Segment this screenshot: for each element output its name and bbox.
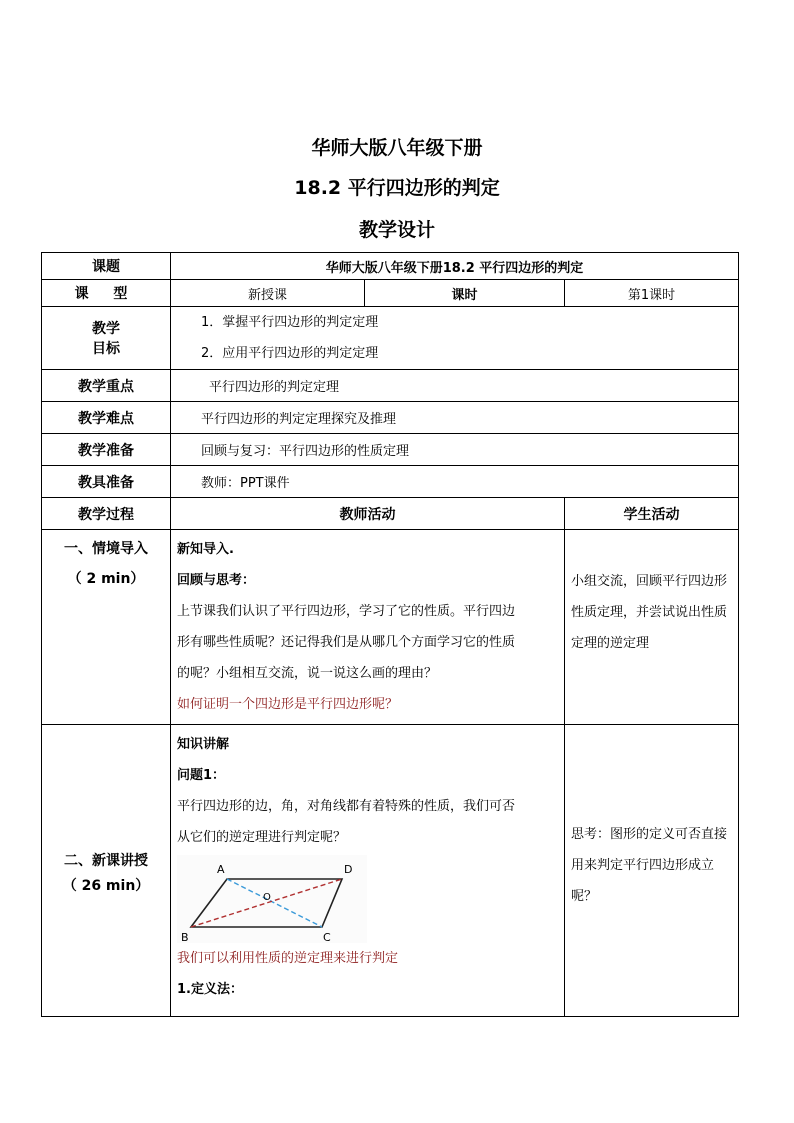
row-key xyxy=(42,370,739,402)
doc-title-line1: 华师大版八年级下册 xyxy=(311,137,483,159)
stage1-intro: 新知导入. xyxy=(177,542,234,557)
tools-value: 教师：PPT课件 xyxy=(171,466,739,498)
goals-label: 教学 目标 xyxy=(42,307,171,370)
stage2-text: 平行四边形的边，角，对角线都有着特殊的性质，我们可否 xyxy=(177,799,516,814)
stage2-note: 我们可以利用性质的逆定理来进行判定 xyxy=(177,951,399,966)
stage1-text: 上节课我们认识了平行四边形，学习了它的性质。平行四边 xyxy=(177,604,516,619)
stage2-text: 从它们的逆定理进行判定呢？ xyxy=(177,830,347,845)
row-prep xyxy=(42,434,739,466)
stage2-label: 二、新课讲授 （ 26 min） xyxy=(42,725,171,1017)
stage2-student: 思考：图形的定义可否直接 用来判定平行四边形成立 呢？ xyxy=(565,725,739,1017)
goal-item: 2．应用平行四边形的判定定理 xyxy=(201,346,379,361)
row-difficulty xyxy=(42,402,739,434)
hours-value: 第1课时 xyxy=(565,280,739,307)
key-label: 教学重点 xyxy=(42,370,171,402)
stage1-text: 形有哪些性质呢？还记得我们是从哪几个方面学习它的性质 xyxy=(177,635,516,650)
stage1-label: 一、情境导入 （ 2 min） xyxy=(42,530,171,725)
vertex-label-a: A xyxy=(217,863,225,876)
goal-item: 1．掌握平行四边形的判定定理 xyxy=(201,315,379,330)
hours-label: 课时 xyxy=(365,280,565,307)
prep-label: 教学准备 xyxy=(42,434,171,466)
stage1-review: 回顾与思考： xyxy=(177,573,256,588)
difficulty-label: 教学难点 xyxy=(42,402,171,434)
row-goals xyxy=(42,307,739,370)
row-stage1 xyxy=(42,530,739,725)
row-process-header xyxy=(42,498,739,530)
stage1-teacher xyxy=(171,530,565,725)
tools-label: 教具准备 xyxy=(42,466,171,498)
row-type xyxy=(42,280,739,307)
stage1-student: 小组交流，回顾平行四边形 性质定理，并尝试说出性质 定理的逆定理 xyxy=(565,530,739,725)
stage2-section: 知识讲解 xyxy=(177,737,230,752)
doc-title-line2: 18.2 平行四边形的判定 xyxy=(294,177,500,199)
stage2-teacher xyxy=(171,725,565,1017)
topic-label: 课题 xyxy=(42,253,171,280)
parallelogram-figure xyxy=(177,855,367,943)
prep-value: 回顾与复习：平行四边形的性质定理 xyxy=(171,434,739,466)
row-stage2 xyxy=(42,725,739,1017)
row-tools xyxy=(42,466,739,498)
teacher-header: 教师活动 xyxy=(171,498,565,530)
center-label-o: O xyxy=(263,892,271,903)
type-label: 课 型 xyxy=(42,280,171,307)
key-value: 平行四边形的判定定理 xyxy=(171,370,739,402)
vertex-label-b: B xyxy=(181,931,189,943)
goals-list xyxy=(171,307,739,370)
process-header: 教学过程 xyxy=(42,498,171,530)
lesson-plan-table xyxy=(41,252,739,1017)
vertex-label-c: C xyxy=(323,931,331,943)
row-topic xyxy=(42,253,739,280)
stage1-text: 的呢？小组相互交流，说一说这么画的理由？ xyxy=(177,666,438,681)
type-value: 新授课 xyxy=(171,280,365,307)
stage2-method: 1.定义法： xyxy=(177,982,243,997)
doc-title-line3: 教学设计 xyxy=(358,219,435,241)
stage1-question: 如何证明一个四边形是平行四边形呢？ xyxy=(177,697,399,712)
student-header: 学生活动 xyxy=(565,498,739,530)
difficulty-value: 平行四边形的判定定理探究及推理 xyxy=(171,402,739,434)
vertex-label-d: D xyxy=(344,863,353,876)
topic-value: 华师大版八年级下册18.2 平行四边形的判定 xyxy=(171,253,739,280)
stage2-q1: 问题1： xyxy=(177,768,226,783)
